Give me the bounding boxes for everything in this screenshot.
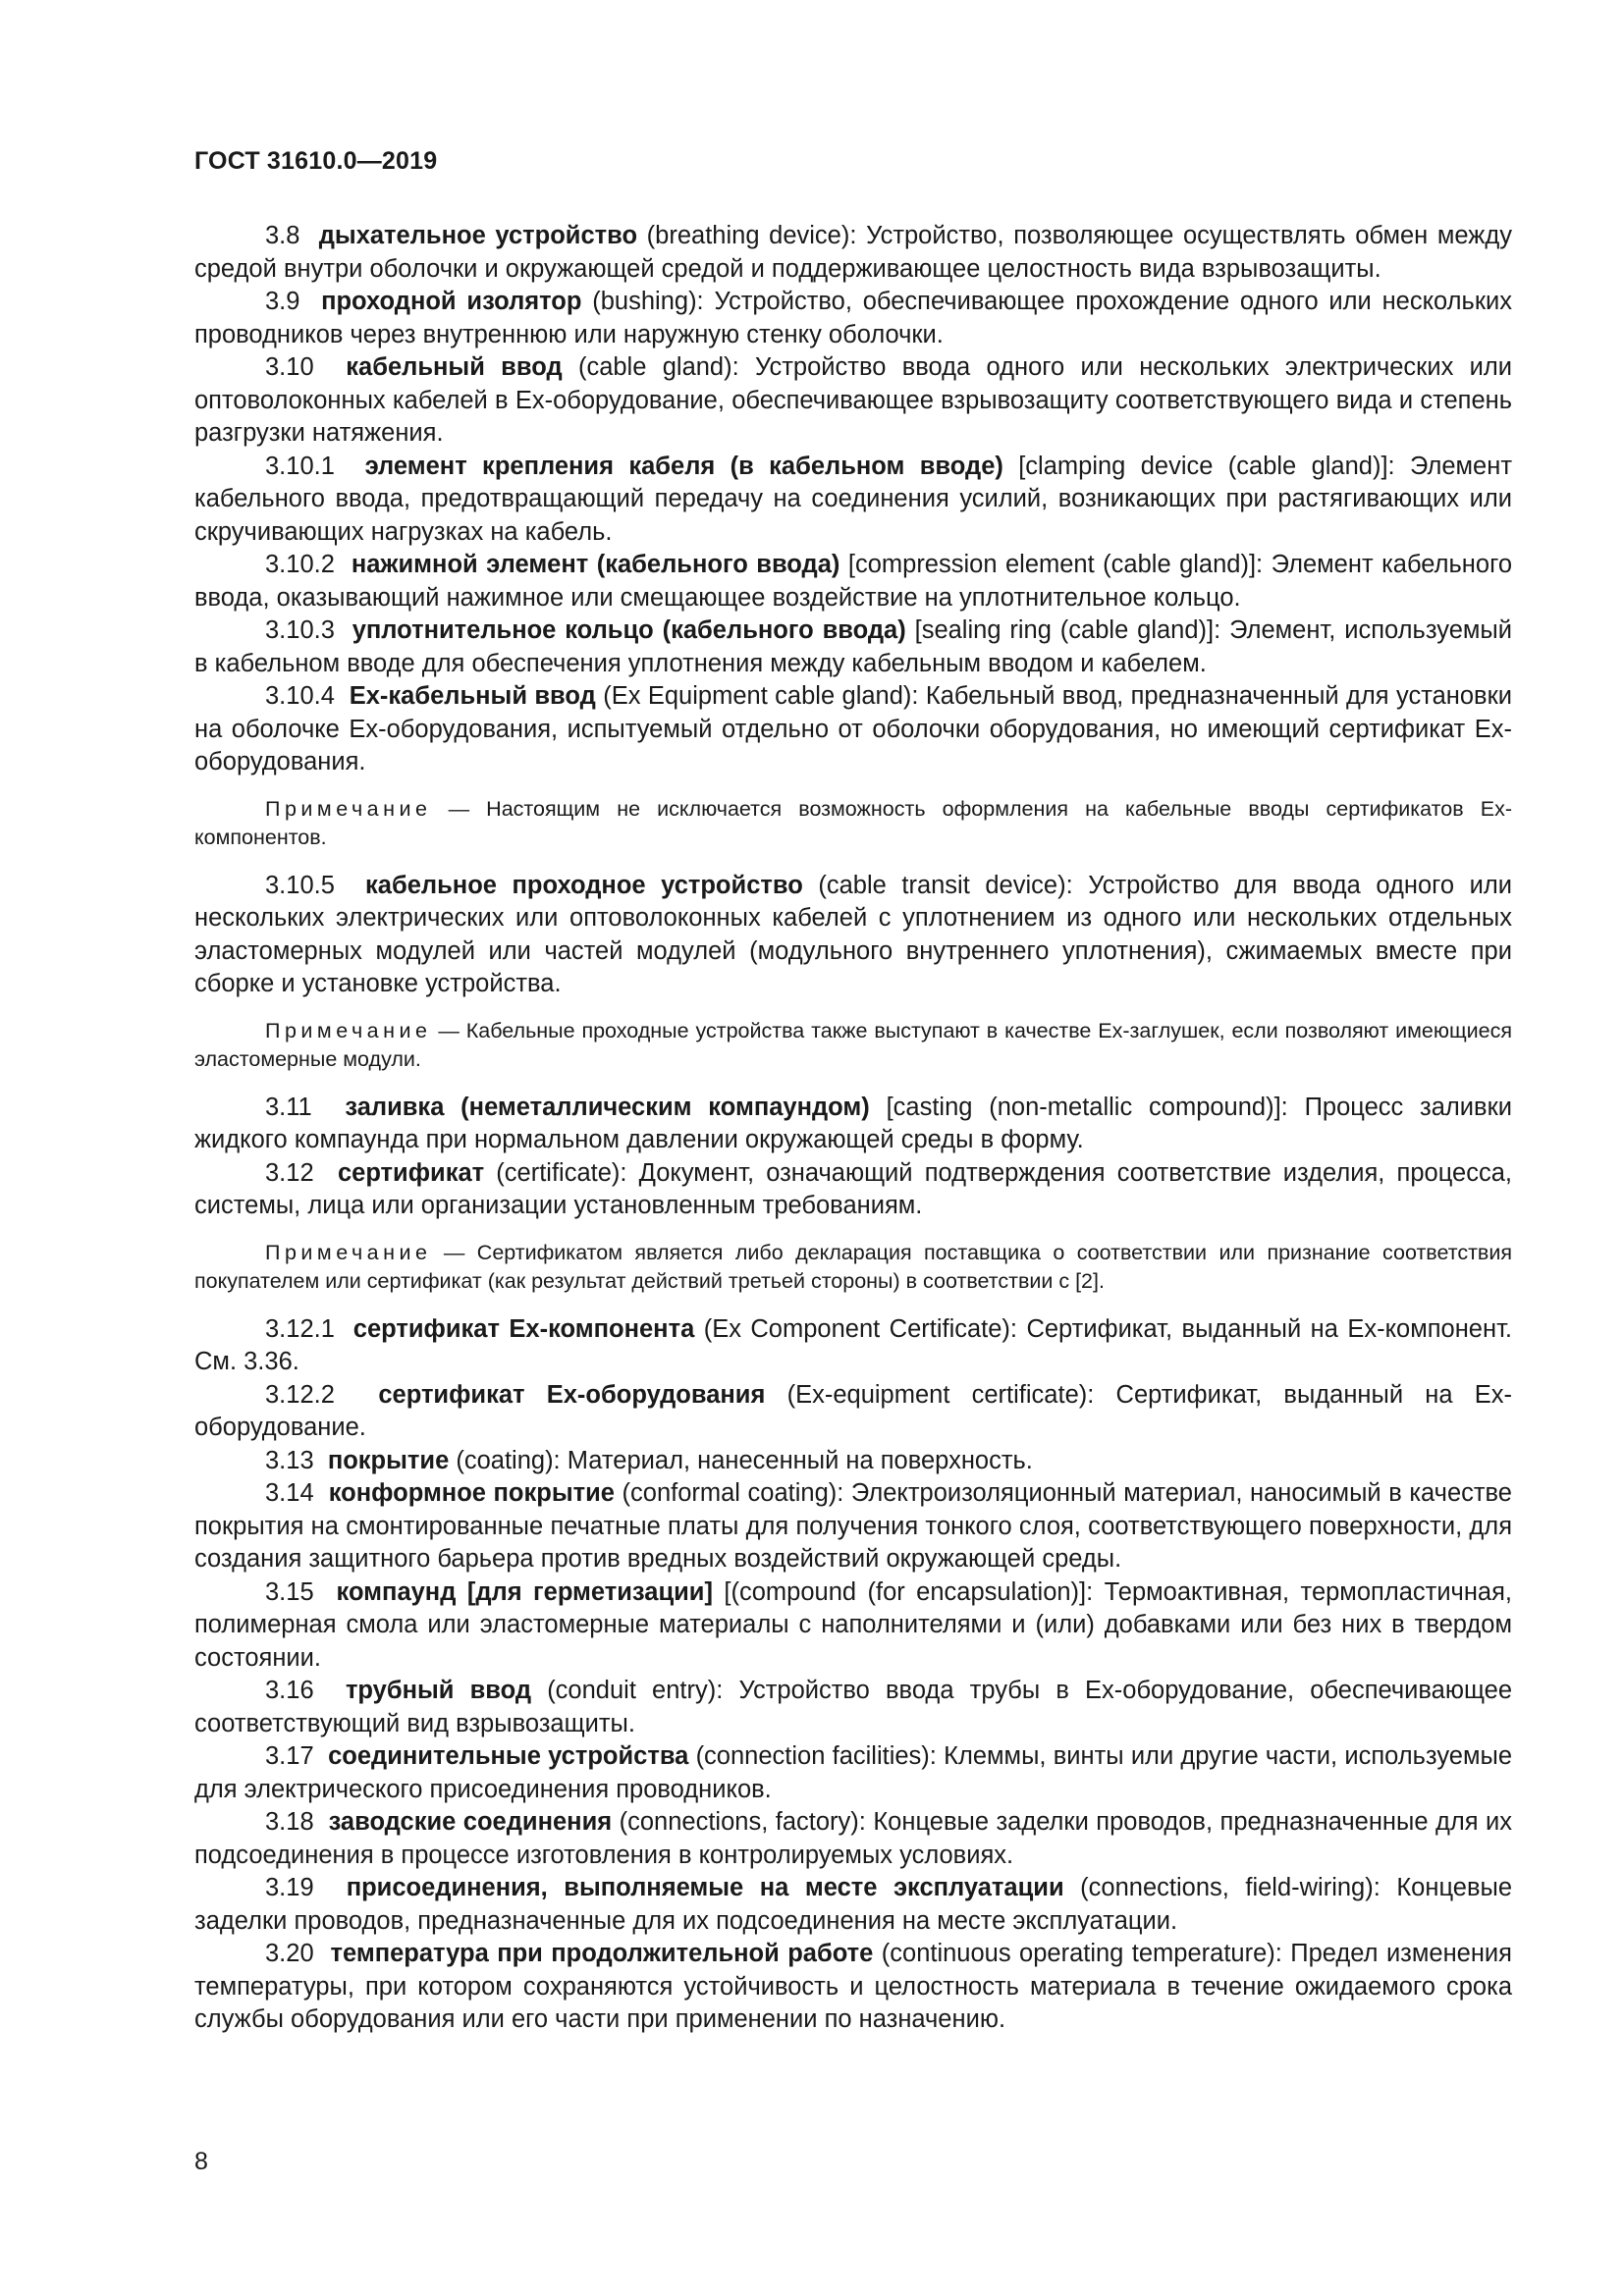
note-label: Примечание [265, 796, 432, 821]
term-item [194, 680, 1512, 779]
note-paragraph [194, 1239, 1512, 1296]
term-item [194, 1313, 1512, 1379]
term-number: 3.15 [265, 1577, 314, 1606]
note-text: — Настоящим не исключается возможность оформления на кабельные вводы сертификатов Ех-компонентов. [194, 796, 1512, 849]
term-item [194, 1872, 1512, 1938]
term-item [194, 286, 1512, 351]
term-item [194, 1675, 1512, 1740]
term-definition: (connection facilities): Клеммы, винты или другие части, используемые для электрического присоединения проводников. [194, 1742, 1513, 1803]
term-item [194, 1157, 1512, 1223]
term-item [194, 870, 1512, 1001]
term-definition: (breathing device): Устройство, позволяющее осуществлять обмен между средой внутри оболочки и окружающей средой и поддерживающее целостность вида взрывозащиты. [194, 222, 1512, 283]
term-title: уплотнительное кольцо (кабельного ввода) [352, 616, 906, 644]
term-title: кабельный ввод [346, 353, 563, 381]
term-number: 3.9 [265, 288, 300, 315]
document-page [194, 0, 1512, 2296]
term-number: 3.10.2 [265, 551, 335, 578]
term-item [194, 1445, 1512, 1478]
term-item [194, 1576, 1512, 1676]
term-number: 3.17 [265, 1742, 314, 1770]
term-item [194, 1938, 1512, 2037]
term-definition: (continuous operating temperature): Предел изменения температуры, при котором сохраняются устойчивость и целостность материала в течение ожидаемого срока службы оборудования или его части при применении по назначению. [194, 1940, 1512, 2033]
term-item [194, 1092, 1512, 1157]
term-number: 3.18 [265, 1808, 314, 1836]
term-number: 3.10 [265, 353, 314, 381]
term-title: сертификат Ех-оборудования [378, 1380, 766, 1409]
term-definition: (conformal coating): Электроизоляционный материал, наносимый в качестве покрытия на смонтированные печатные платы для получения тонкого слоя, соответствующего поверхности, для создания защитного барьера против вредных воздействий окружающей среды. [194, 1479, 1512, 1573]
term-definition: (Ex Equipment cable gland): Кабельный ввод, предназначенный для установки на оболочке Ех-оборудования, испытуемый отдельно от оболочки оборудования, но имеющий сертификат Ех-оборудования. [194, 682, 1512, 775]
term-number: 3.12.1 [265, 1314, 335, 1343]
term-title: сертификат [337, 1158, 485, 1187]
term-item [194, 1740, 1512, 1806]
term-item [194, 351, 1512, 451]
term-definition: (connections, factory): Концевые заделки проводов, предназначенные для их подсоединения в процессе изготовления в контролируемых условиях. [194, 1808, 1513, 1869]
term-title: дыхательное устройство [318, 222, 638, 249]
term-number: 3.11 [265, 1093, 312, 1121]
term-item [194, 1806, 1512, 1872]
note-label: Примечание [265, 1240, 432, 1264]
term-title: температура при продолжительной работе [330, 1940, 874, 1967]
term-item [194, 549, 1512, 614]
term-item [194, 1379, 1512, 1445]
term-definition: (cable gland): Устройство ввода одного или нескольких электрических или оптоволоконных кабелей в Ех-оборудование, обеспечивающее взрывозащиту соответствующего вида и степень разгрузки натяжения. [194, 353, 1512, 447]
term-item [194, 614, 1512, 680]
note-text: — Кабельные проходные устройства также выступают в качестве Ех-заглушек, если позволяют имеющиеся эластомерные модули. [194, 1018, 1512, 1071]
term-title: Ех-кабельный ввод [349, 682, 596, 710]
terms-section [194, 220, 1512, 2037]
document-code-header: ГОСТ 31610.0—2019 [194, 147, 438, 175]
term-title: заводские соединения [328, 1808, 613, 1836]
term-title: нажимной элемент (кабельного ввода) [351, 551, 840, 578]
term-definition: (connections, field-wiring): Концевые заделки проводов, предназначенные для их подсоединения на месте эксплуатации. [194, 1874, 1512, 1935]
term-title: элемент крепления кабеля (в кабельном вводе) [364, 452, 1003, 480]
term-number: 3.8 [265, 222, 300, 249]
term-number: 3.12 [265, 1158, 314, 1187]
term-definition: [(compound (for encapsulation)]: Термоактивная, термопластичная, полимерная смола или эластомерные материалы с наполнителями и (или) добавками или без них в твердом состоянии. [194, 1577, 1513, 1672]
term-title: заливка (неметаллическим компаундом) [345, 1093, 870, 1121]
term-title: конформное покрытие [328, 1479, 615, 1507]
term-number: 3.19 [265, 1874, 314, 1901]
term-number: 3.10.5 [265, 871, 335, 899]
term-number: 3.10.4 [265, 682, 335, 710]
term-number: 3.20 [265, 1940, 314, 1967]
term-title: покрытие [327, 1446, 450, 1474]
term-item [194, 220, 1512, 286]
term-title: присоединения, выполняемые на месте эксплуатации [346, 1874, 1064, 1901]
term-definition: (conduit entry): Устройство ввода трубы в Ех-оборудование, обеспечивающее соответствующий вид взрывозащиты. [194, 1677, 1513, 1737]
note-text: — Сертификатом является либо декларация поставщика о соответствии или признание соответствия покупателем или сертификат (как результат действий третьей стороны) в соответствии с [2]. [194, 1240, 1512, 1293]
term-definition: (coating): Материал, нанесенный на поверхность. [449, 1446, 1033, 1474]
term-item [194, 451, 1512, 550]
term-number: 3.14 [265, 1479, 314, 1507]
note-paragraph [194, 795, 1512, 852]
term-definition: [sealing ring (cable gland)]: Элемент, используемый в кабельном вводе для обеспечения уплотнения между кабельным вводом и кабелем. [194, 616, 1512, 677]
term-number: 3.13 [265, 1446, 314, 1474]
term-definition: (certificate): Документ, означающий подтверждения соответствие изделия, процесса, системы, лица или организации установленным требованиям. [194, 1158, 1512, 1219]
term-title: сертификат Ех-компонента [352, 1314, 695, 1343]
term-number: 3.16 [265, 1677, 314, 1704]
note-paragraph [194, 1017, 1512, 1074]
term-title: кабельное проходное устройство [365, 871, 803, 899]
term-definition: [casting (non-metallic compound)]: Процесс заливки жидкого компаунда при нормальном давлении окружающей среды в форму. [194, 1093, 1512, 1153]
page-number: 8 [194, 2148, 208, 2175]
term-title: трубный ввод [345, 1677, 532, 1704]
term-number: 3.12.2 [265, 1380, 335, 1409]
term-definition: (cable transit device): Устройство для ввода одного или нескольких электрических или оптоволоконных кабелей с уплотнением из одного или нескольких отдельных эластомерных модулей или частей модулей (модульного внутреннего уплотнения), сжимаемых вместе при сборке и установке устройства. [194, 871, 1512, 997]
term-definition: (bushing): Устройство, обеспечивающее прохождение одного или нескольких проводников через внутреннюю или наружную стенку оболочки. [194, 288, 1512, 348]
term-definition: [compression element (cable gland)]: Элемент кабельного ввода, оказывающий нажимное или смещающее воздействие на уплотнительное кольцо. [194, 551, 1512, 612]
term-definition: (Ex-equipment certificate): Сертификат, выданный на Ех-оборудование. [194, 1380, 1513, 1441]
term-item [194, 1477, 1512, 1576]
note-label: Примечание [265, 1018, 432, 1042]
term-number: 3.10.3 [265, 616, 335, 644]
term-title: проходной изолятор [321, 288, 582, 315]
term-definition: [clamping device (cable gland)]: Элемент кабельного ввода, предотвращающий передачу на соединения усилий, возникающих при растягивающих или скручивающих нагрузках на кабель. [194, 452, 1512, 546]
term-definition: (Ex Component Certificate): Сертификат, выданный на Ех-компонент. См. 3.36. [194, 1314, 1513, 1375]
term-title: соединительные устройства [328, 1742, 689, 1770]
term-title: компаунд [для герметизации] [336, 1577, 713, 1606]
term-number: 3.10.1 [265, 452, 335, 480]
